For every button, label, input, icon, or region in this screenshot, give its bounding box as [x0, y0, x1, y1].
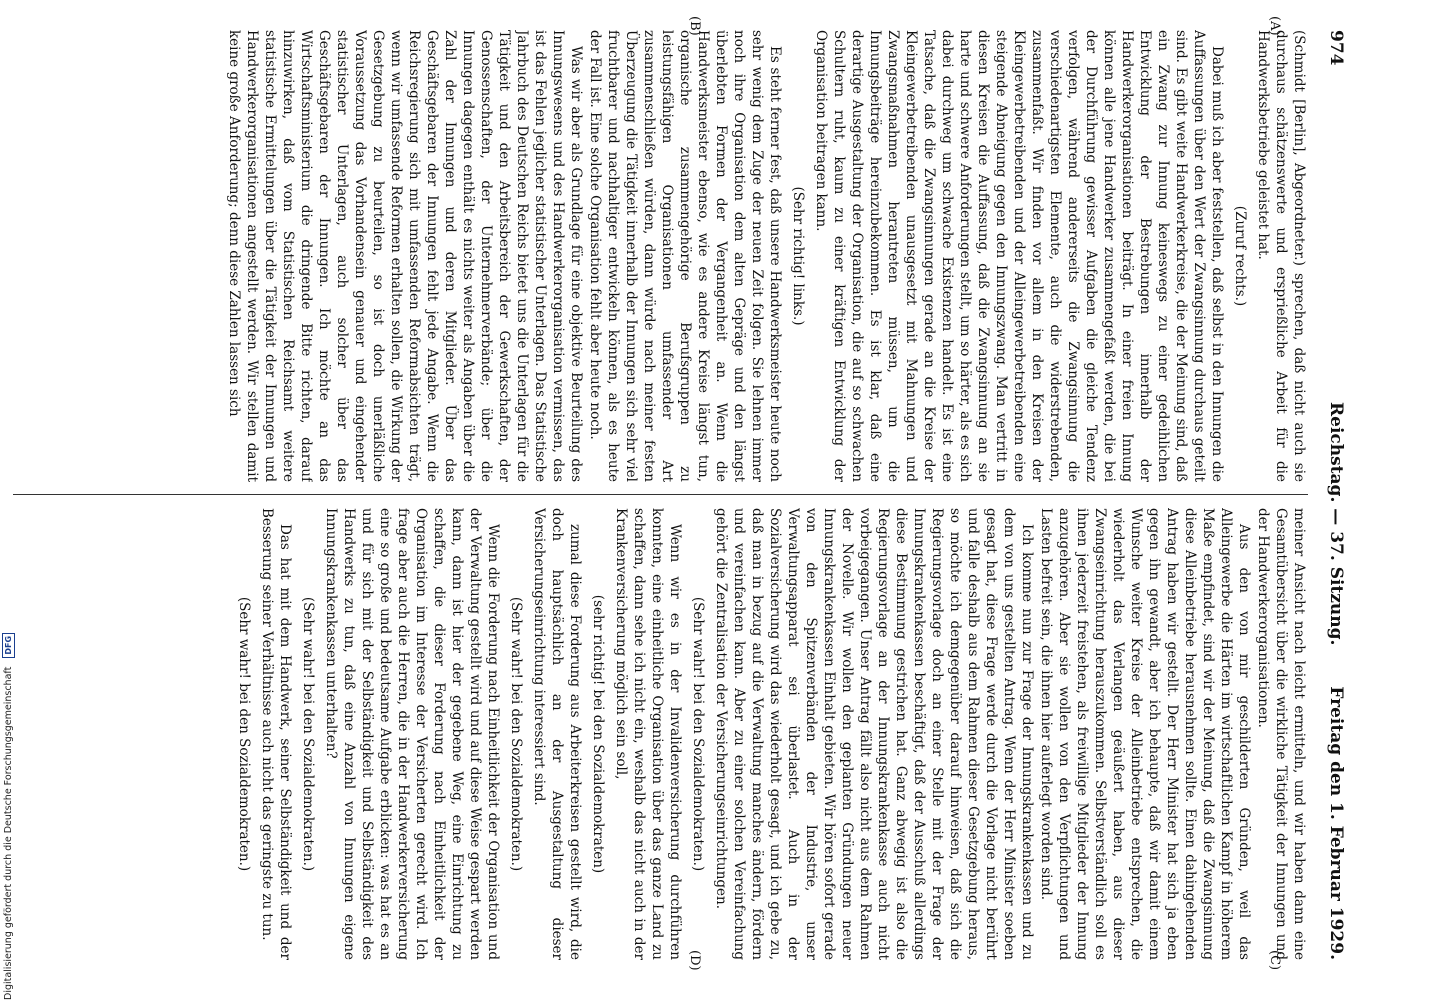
paragraph: Wenn wir es in der Invalidenversicherung durchführen konnten, eine einheitliche Organisation über das ganze Land zu schaffen, dann sehe ich nicht ein, weshalb das nicht auch in der Krankenversicherung möglich sein soll,: [613, 508, 683, 960]
right-text-column: [18, 508, 1308, 960]
margin-mark-d: (D): [687, 950, 702, 971]
margin-mark-b: (B): [687, 16, 702, 36]
paragraph: meiner Ansicht nach leicht ermitteln, und wir haben dann eine Gesamtübersicht über die wirkliche Tätigkeit der Innungen und der Handwerkerorganisationen.: [1255, 508, 1307, 960]
paragraph: Wenn die Forderung nach Einheitlichkeit der Organisation und der Verwaltung gestellt wird und auf diese Weise gespart werden kann, dann ist hier der gegebene Weg, eine Einrichtung zu schaffen, die dieser Forderung nach Einheitlichkeit der Organisation im Interesse der Versicherten gerecht wird. Ich frage aber auch die Herren, die in der Handwerkerversicherung eine so große und bedeutsame Aufgabe erblicken: was hat es an und für sich mit der Selbständigkeit und Selbständigkeit des Handwerks zu tun, daß eine Anzahl von Innungen eigene Innungskrankenkassen unterhalten?: [323, 508, 501, 960]
left-text-column: [18, 30, 1308, 482]
running-head: Reichstag. — 37. Sitzung.: [1326, 402, 1346, 646]
digitization-credit: [2, 0, 16, 1000]
credit-text: Digitalisierung gefördert durch die Deutsche Forschungsgemeinschaft: [3, 666, 14, 1000]
rotated-document-page: [0, 10, 1352, 970]
interjection: (Sehr richtig! links.): [790, 186, 806, 326]
dfg-logo: DFG: [2, 633, 15, 658]
paragraph: zumal diese Forderung aus Arbeiterkreisen gestellt wird, die doch hauptsächlich an der Ausgestaltung dieser Versicherungseinrichtung interessiert sind.: [531, 508, 583, 960]
interjection: (Zuruf rechts.): [1232, 205, 1248, 307]
interjection: (Sehr wahr! bei den Sozialdemokraten.): [300, 596, 316, 872]
column-divider: [13, 494, 1308, 495]
paragraph: Das hat mit dem Handwerk, seiner Selbständigkeit und der Besserung seiner Verhältnisse auch nicht das geringste zu tun.: [259, 508, 293, 960]
paragraph: Ich komme nun zur Frage der Innungskrankenkassen und zu dem von uns gestellten Antrag. Wenn der Herr Minister soeben gesagt hat, diese Frage werde durch die Vorlage nicht berührt und falle deshalb aus dem Rahmen dieser Gesetzgebung heraus, so möchte ich demgegenüber darauf hinweisen, daß sich die Regierungsvorlage doch an einer Stelle mit der Frage der Innungskrankenkassen beschäftigt, daß der Ausschuß allerdings diese Bestimmung gestrichen hat. Ganz abwegig ist also die Regierungsvorlage an der Innungskrankenkasse auch nicht vorbeigegangen. Unser Antrag fällt also nicht aus dem Rahmen der Novelle. Wir wollen den geplanten Gründungen neuer Innungskrankenkassen Einhalt gebieten. Wir hören sofort gerade von den Spitzenverbänden der Industrie, unser Verwaltungsapparat sei überlastet. Auch in der Sozialversicherung wird das wiederholt gesagt, und ich gebe zu, daß man in bezug auf die Verwaltung manches ändern, fördern und vereinfachen kann. Aber zu einer solchen Vereinfachung gehört die Zentralisation der Versicherungseinrichtungen.: [713, 508, 1035, 960]
paragraph: Dabei muß ich aber feststellen, daß selbst in den Innungen die Auffassungen über den Wert der Zwangsinnung durchaus geteilt sind. Es gibt weite Handwerkerkreise, die der Meinung sind, daß ein Zwang zur Innung keineswegs zu einer gedeihlichen Entwicklung der Bestrebungen innerhalb der Handwerkerorganisationen beiträgt. In einer freien Innung können alle jene Handwerker zusammengefaßt werden, die bei der Durchführung gewisser Aufgaben die gleiche Tendenz verfolgen, während andererseits die Zwangsinnung die verschiedenartigsten Elemente, auch die widerstrebenden, zusammenfaßt. Wir finden vor allem in den Kreisen der Kleingewerbetreibenden und der Alleingewerbetreibenden eine steigende Abneigung gegen den Innungszwang. Man vertritt in diesen Kreisen die Auffassung, daß die Zwangsinnung an sie harte und schwere Anforderungen stellt, um so härter, als es sich dabei durchweg um schwache Existenzen handelt. Es ist eine Tatsache, daß die Zwangsinnungen gerade an die Kreise der Kleingewerbetreibenden unausgesetzt mit Mahnungen und Zwangsmaßnahmen herantreten müssen, um die Innungsbeiträge hereinzubekommen. Es ist klar, daß eine derartige Ausgestaltung der Organisation, die auf so schwachen Schultern ruht, kaum zu einer kräftigen Entwicklung der Organisation beitragen kann.: [813, 30, 1225, 482]
paragraph: Es steht ferner fest, daß unsere Handwerksmeister heute noch sehr wenig dem Zuge der neuen Zeit folgen. Sie lehnen immer noch ihre Organisation dem alten Gepräge und den längst überlebten Formen der Vergangenheit an. Wenn die Handwerksmeister ebenso, wie es andere Kreise längst tun, organische zusammengehörige Berufsgruppen zu leistungsfähigen Organisationen umfassender Art zusammenschließen würden, dann würde nach meiner festen Überzeugung die Tätigkeit innerhalb der Innungen sich sehr viel fruchtbarer und nachhaltiger entwickeln können, als es heute der Fall ist. Eine solche Organisation fehlt aber heute noch.: [587, 30, 783, 482]
header-date: Freitag den 1. Februar 1929.: [1326, 686, 1346, 960]
interjection: (sehr richtig! bei den Sozialdemokraten): [590, 594, 606, 874]
paragraph: Was wir aber als Grundlage für eine objektive Beurteilung des Innungswesens und des Handwerkerorganisation vermissen, das ist das Fehlen jeglicher statistischer Unterlagen. Das Statistische Jahrbuch des Deutschen Reichs bietet uns die Unterlagen für die Tätigkeit und den Arbeitsbereich der Gewerkschaften, der Genossenschaften, der Unternehmerverbände; über die Innungen dagegen enthält es nichts weiter als Angaben über die Zahl der Innungen und deren Mitglieder. Über das Geschäftsgebaren der Innungen fehlt jede Angabe. Wenn die Reichsregierung sich mit umfassenden Reformabsichten trägt, wenn wir umfassende Reformen erhalten sollen, die Wirkung der Gesetzgebung zu beurteilen, so ist doch unerläßliche Voraussetzung das Vorhandensein genauer und eingehender statistischer Unterlagen, auch solcher über das Geschäftsgebaren der Innungen. Ich möchte an das Wirtschaftsministerium die dringende Bitte richten, darauf hinzuwirken, daß vom Statistischen Reichsamt weitere statistische Ermittelungen über die Tätigkeit der Innungen und Handwerkerorganisationen angestellt werden. Wir stellen damit keine große Anforderung; denn diese Zahlen lassen sich: [226, 30, 584, 482]
interjection: (Sehr wahr! bei den Sozialdemokraten.): [508, 596, 524, 872]
margin-mark-a: (A): [1267, 16, 1282, 36]
interjection: (Sehr wahr! bei den Sozialdemokraten.): [690, 596, 706, 872]
page-number: 974: [1326, 30, 1346, 66]
interjection: (Sehr wahr! bei den Sozialdemokraten.): [236, 596, 252, 872]
paragraph: Aus den von mir geschilderten Gründen, weil das Alleingewerbe die Härten im wirtschaftlichen Kampf in höherem Maße empfindet, sind wir der Meinung, daß die Zwangsinnung diese Alleinbetriebe herausnehmen sollte. Einen dahingehenden Antrag haben wir gestellt. Der Herr Minister hat sich ja eben gegen ihn gewandt, aber ich behaupte, daß wir damit einem Wunsche weiter Kreise der Alleinbetriebe entsprechen, die wiederholt das Verlangen geäußert haben, aus dieser Zwangseinrichtung herauszukommen. Selbstverständlich soll es ihnen jederzeit freistehen, als freiwillige Mitglieder der Innung anzugehören. Aber sie wollen von den Verpflichtungen und Lasten befreit sein, die ihnen hier auferlegt worden sind.: [1038, 508, 1252, 960]
paragraph: (Schmidt [Berlin], Abgeordneter.) sprechen, daß nicht auch sie durchaus schätzenswerte und ersprießliche Arbeit für die Handwerksbetriebe geleistet hat.: [1255, 30, 1307, 482]
margin-mark-c: (C): [1267, 950, 1282, 971]
